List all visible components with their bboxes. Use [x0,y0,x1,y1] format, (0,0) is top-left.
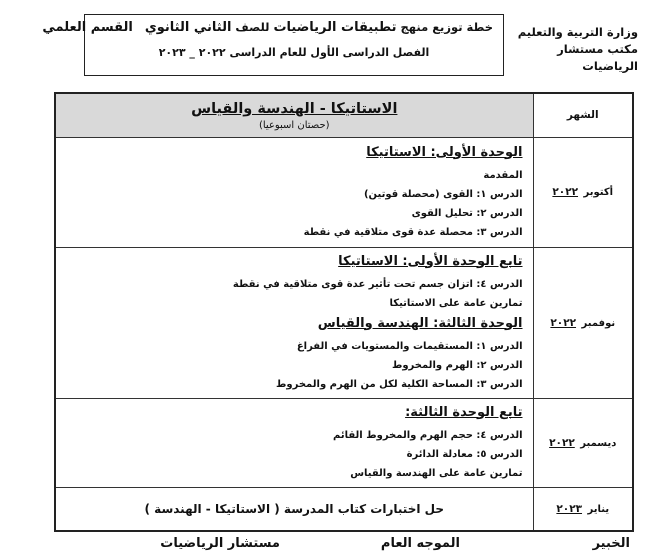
lesson-line: الدرس ٣: محصلة عدة قوى متلاقية في نقطة [303,226,523,238]
month-cell [533,487,633,531]
lesson-line: تمارين عامة على الهندسة والقياس [350,467,523,479]
signature-expert: الخبير [592,536,630,551]
month-name: أكتوبر [583,187,614,198]
unit-title: الوحدة الأولى: الاستاتيكا [366,144,523,160]
plan-title [42,20,493,35]
month-cell [533,247,633,398]
signature-advisor: مستشار الرياضيات [160,536,280,551]
ministry-name: وزارة التربية والتعليم [517,25,638,39]
month-year: ٢٠٢٢ [549,436,575,449]
unit-title: تابع الوحدة الثالثة: [405,404,523,420]
lesson-line: الدرس ٢: الهرم والمخروط [391,359,523,371]
plan-subtitle: الفصل الدراسى الأول للعام الدراسى ٢٠٢٢ _ ٢٠٢٣ [158,46,430,59]
table-row [55,487,633,531]
signatures-footer [0,536,660,552]
unit-title: تابع الوحدة الأولى: الاستاتيكا [338,253,523,269]
month-cell [533,137,633,247]
periods-note: (حصتان اسبوعيا) [258,120,330,132]
table-row [55,398,633,487]
unit-title: الوحدة الثالثة: الهندسة والقياس [317,315,523,331]
title-subject: تطبيقات الرياضيات [273,20,397,35]
month-name: نوفمبر [581,317,616,329]
lesson-line: الدرس ٤: اتزان جسم تحت تأثير عدة قوى متلاقية في نقطة [232,278,523,290]
curriculum-table [54,92,634,532]
ministry-header [498,24,638,75]
month-column-header: الشهر [533,93,633,137]
month-year: ٢٠٢٢ [550,316,577,329]
signature-inspector: الموجه العام [380,536,460,551]
content-cell [55,398,533,487]
office-name: مكتب مستشار الرياضيات [557,42,638,73]
title-grade: الثاني الثانوي [144,20,232,35]
lesson-line: الدرس ١: المستقيمات والمستويات في الفراغ [296,340,523,352]
lesson-line: الدرس ١: القوى (محصلة قوتين) [363,188,523,200]
table-row [55,247,633,398]
table-row [55,137,633,247]
month-name: يناير [587,503,610,515]
lesson-line: الدرس ٣: المساحة الكلية لكل من الهرم والمخروط [276,378,523,390]
title-part-3: للصف [235,20,270,34]
exam-review-cell: حل اختبارات كتاب المدرسة ( الاستاتيكا - الهندسة ) [55,487,533,531]
content-cell [55,247,533,398]
month-name: ديسمبر [580,437,617,449]
content-cell [55,137,533,247]
title-part-1: خطة توزيع منهج [400,20,493,34]
lesson-line: تمارين عامة على الاستاتيكا [389,297,523,309]
lesson-line: الدرس ٤: حجم الهرم والمخروط القائم [333,429,523,441]
table-header-row [55,93,633,137]
title-box [42,14,504,76]
lesson-line: المقدمة [483,169,523,181]
month-cell [533,398,633,487]
lesson-line: الدرس ٥: معادلة الدائرة [406,448,523,460]
month-year: ٢٠٢٢ [552,186,579,198]
branch-header [55,93,533,137]
month-year: ٢٠٢٣ [556,502,583,515]
lesson-line: الدرس ٢: تحليل القوى [411,207,523,219]
branch-title: الاستاتيكا - الهندسة والقياس [191,101,398,118]
title-section: القسم العلمي [42,20,133,35]
